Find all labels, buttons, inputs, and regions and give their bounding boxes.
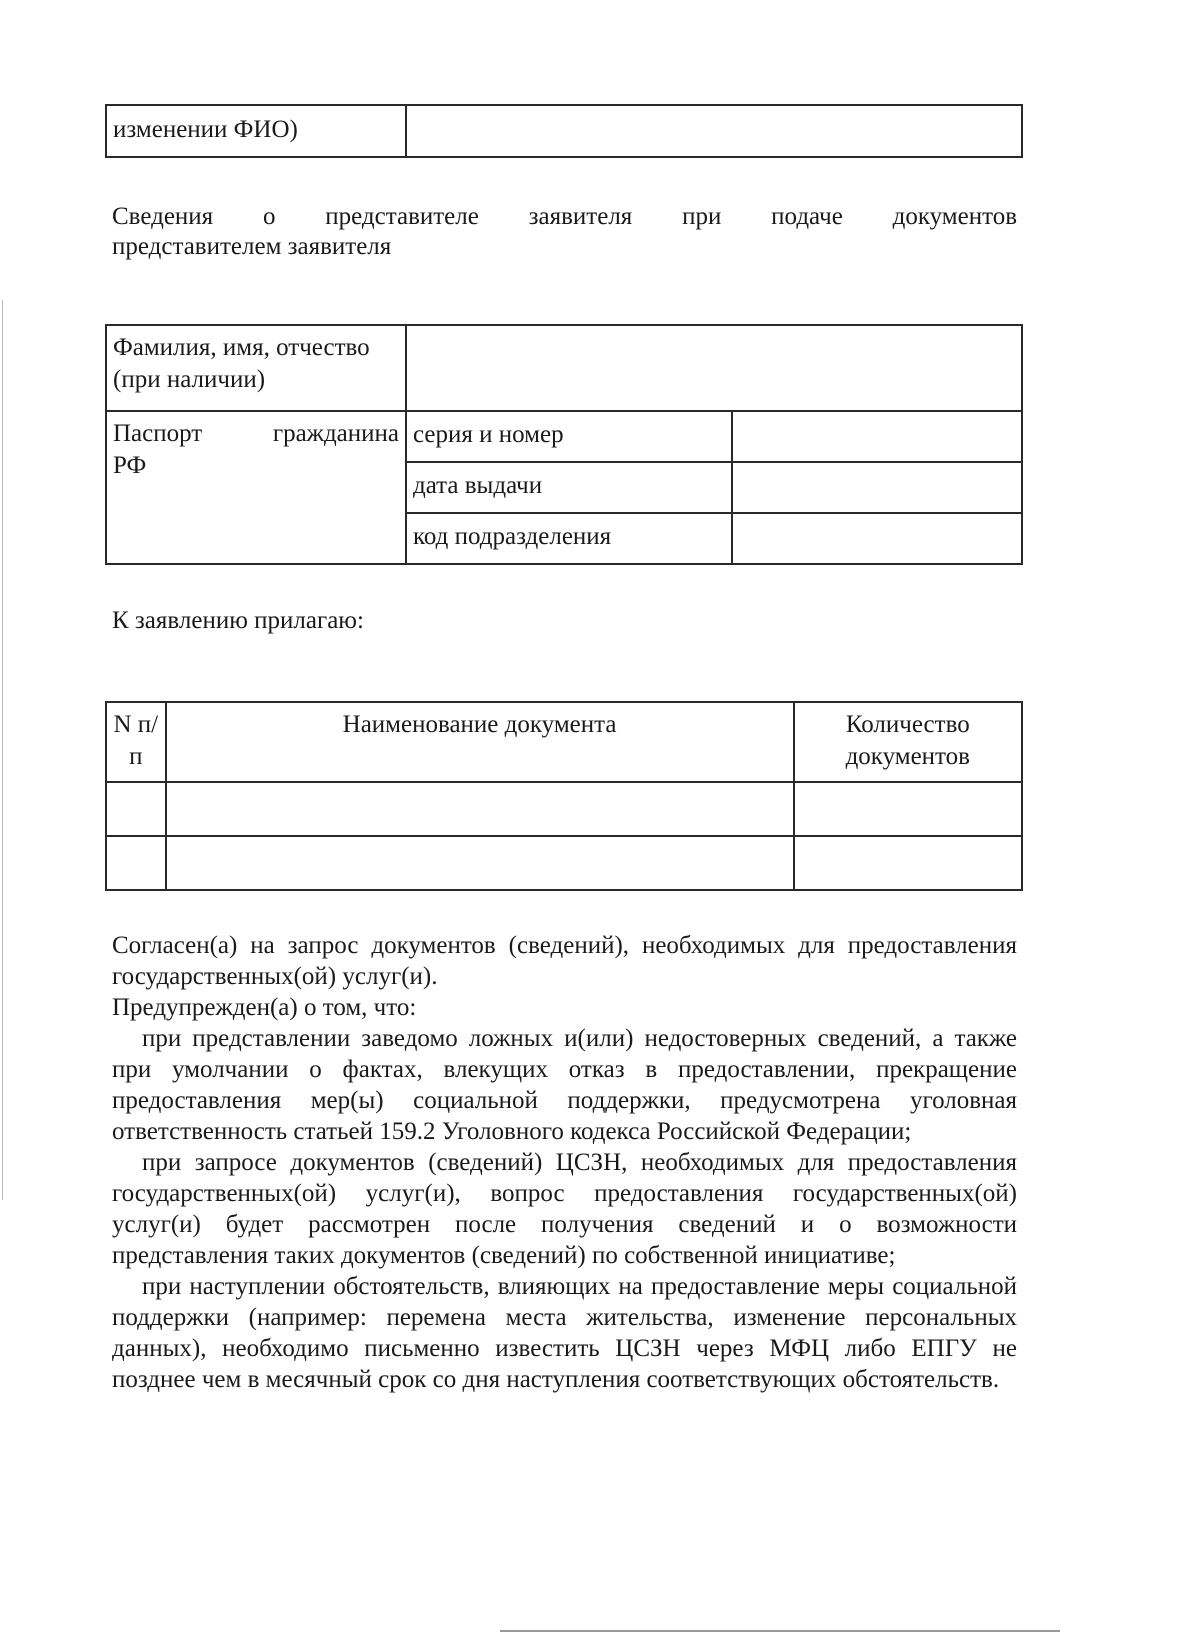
scan-bottom-edge xyxy=(500,1630,1060,1632)
heading-line-2: представителем заявителя xyxy=(112,233,392,260)
name-change-label: изменении ФИО) xyxy=(106,105,406,157)
warning-paragraph-document-request: при запросе документов (сведений) ЦСЗН, необходимых для предоставления государственных(ой) услуг(и), вопрос предоставления государственных(ой) услуг(и) будет рассмотрен после получения сведений и о возможности представления таких документов (сведений) по собственной инициативе; xyxy=(112,1149,1017,1269)
scan-edge-mark xyxy=(2,300,3,1200)
column-header-number: N п/п xyxy=(106,702,166,782)
heading-line-1: Сведения о представителе заявителя при подаче документов xyxy=(112,203,1017,230)
passport-date-label: дата выдачи xyxy=(406,462,732,513)
row-quantity-cell[interactable] xyxy=(794,836,1022,890)
name-change-table xyxy=(105,104,1023,158)
passport-label-line-1: Паспорт гражданина xyxy=(113,420,399,447)
attachments-label: К заявлению прилагаю: xyxy=(112,607,364,634)
row-number-cell[interactable] xyxy=(106,782,166,836)
passport-date-value-cell[interactable] xyxy=(732,462,1022,513)
table-row xyxy=(106,105,1022,157)
passport-series-label: серия и номер xyxy=(406,411,732,462)
row-number-cell[interactable] xyxy=(106,836,166,890)
attachments-table xyxy=(105,701,1023,891)
representative-table xyxy=(105,324,1023,565)
row-quantity-cell[interactable] xyxy=(794,782,1022,836)
full-name-value-cell[interactable] xyxy=(406,325,1022,411)
consent-paragraph: Согласен(а) на запрос документов (сведений), необходимых для предоставления государственных(ой) услуг(и). xyxy=(112,932,1017,990)
row-document-name-cell[interactable] xyxy=(166,782,794,836)
column-header-document-name: Наименование документа xyxy=(166,702,794,782)
row-document-name-cell[interactable] xyxy=(166,836,794,890)
passport-label-line-2: РФ xyxy=(113,452,147,479)
passport-series-value-cell[interactable] xyxy=(732,411,1022,462)
passport-code-value-cell[interactable] xyxy=(732,513,1022,564)
table-row xyxy=(106,836,1022,890)
table-row xyxy=(106,411,1022,462)
representative-section-heading xyxy=(112,202,1017,262)
column-header-quantity: Количество документов xyxy=(794,702,1022,782)
name-change-value-cell[interactable] xyxy=(406,105,1022,157)
passport-code-label: код подразделения xyxy=(406,513,732,564)
table-row xyxy=(106,325,1022,411)
consent-text-block xyxy=(112,930,1017,1395)
full-name-label: Фамилия, имя, отчество (при наличии) xyxy=(106,325,406,411)
warning-paragraph-circumstances: при наступлении обстоятельств, влияющих на предоставление меры социальной поддержки (например: перемена места жительства, изменение персональных данных), необходимо письменно известить ЦСЗН через МФЦ либо ЕПГУ не позднее чем в месячный срок со дня наступления соответствующих обстоятельств. xyxy=(112,1273,1017,1393)
table-row xyxy=(106,782,1022,836)
warning-paragraph-false-info: при представлении заведомо ложных и(или) недостоверных сведений, а также при умолчании о фактах, влекущих отказ в предоставлении, прекращение предоставления мер(ы) социальной поддержки, предусмотрена уголовная ответственность статьей 159.2 Уголовного кодекса Российской Федерации; xyxy=(112,1025,1017,1145)
table-header-row xyxy=(106,702,1022,782)
passport-label xyxy=(106,411,406,564)
warning-intro: Предупрежден(а) о том, что: xyxy=(112,994,417,1021)
